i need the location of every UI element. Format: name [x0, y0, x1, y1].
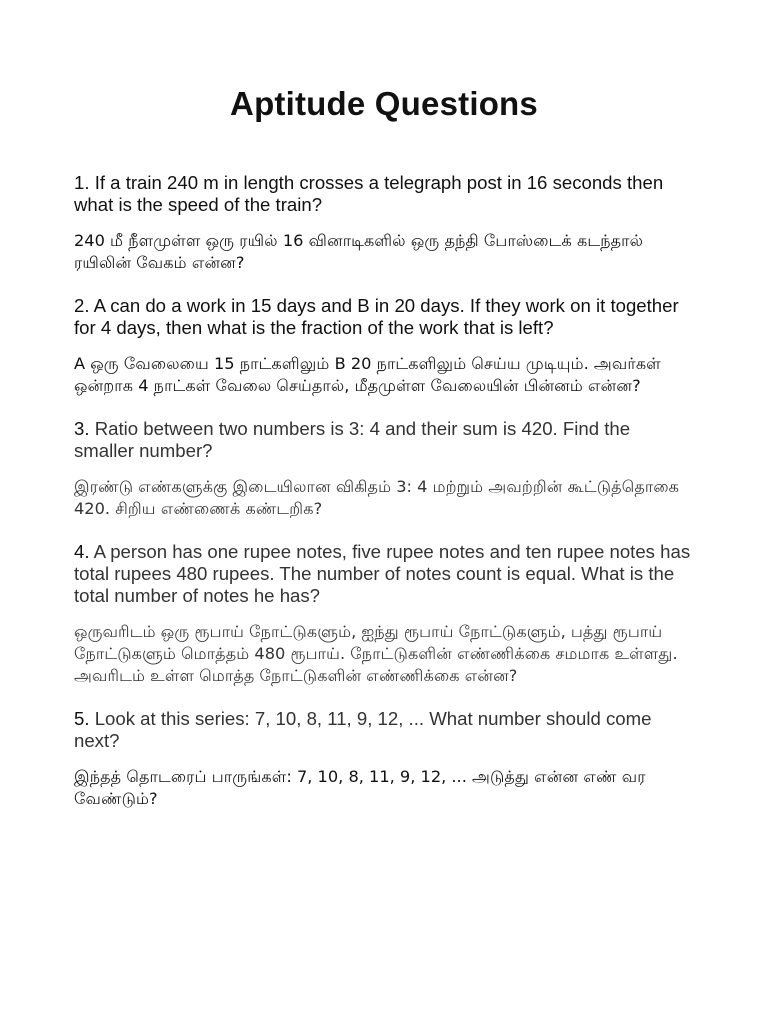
question-number: 5. — [74, 708, 90, 729]
page-title: Aptitude Questions — [230, 85, 538, 122]
question-tamil: இரண்டு எண்களுக்கு இடையிலான விகிதம் 3: 4 மற்றும் அவற்றின் கூட்டுத்தொகை 420. சிறிய எண்ணைக் கண்டறிக? — [74, 477, 679, 518]
question-english — [74, 295, 694, 339]
question-english-text: Ratio between two numbers is 3: 4 and their sum is 420. Find the smaller number? — [74, 418, 631, 461]
question-4 — [74, 541, 694, 687]
question-english-text: A person has one rupee notes, five rupee notes and ten rupee notes has total rupees 480 rupees. The number of notes count is equal. What is the total number of notes he has? — [74, 541, 691, 606]
question-tamil: இந்தத் தொடரைப் பாருங்கள்: 7, 10, 8, 11, 9, 12, ... அடுத்து என்ன எண் வர வேண்டும்? — [74, 767, 646, 808]
question-3 — [74, 418, 694, 520]
question-english-text: A can do a work in 15 days and B in 20 days. If they work on it together for 4 days, then what is the fraction of the work that is left? — [74, 295, 679, 338]
question-tamil: ஒருவரிடம் ஒரு ரூபாய் நோட்டுகளும், ஐந்து ரூபாய் நோட்டுகளும், பத்து ரூபாய் நோட்டுகளும் மொத்தம் 480 ரூபாய். நோட்டுகளின் எண்ணிக்கை சமமாக உள்ளது. அவரிடம் உள்ள மொத்த நோட்டுகளின் எண்ணிக்கை என்ன? — [74, 622, 678, 685]
question-english-text: Look at this series: 7, 10, 8, 11, 9, 12, ... What number should come next? — [74, 708, 652, 751]
question-english — [74, 541, 694, 607]
question-number: 2. — [74, 295, 90, 316]
question-english-text: If a train 240 m in length crosses a telegraph post in 16 seconds then what is the speed of the train? — [74, 172, 664, 215]
question-5 — [74, 708, 694, 810]
question-tamil: A ஒரு வேலையை 15 நாட்களிலும் B 20 நாட்களிலும் செய்ய முடியும். அவர்கள் ஒன்றாக 4 நாட்கள் வேலை செய்தால், மீதமுள்ள வேலையின் பின்னம் என்ன? — [74, 354, 661, 395]
question-list — [74, 172, 694, 831]
question-number: 4. — [74, 541, 90, 562]
question-tamil: 240 மீ நீளமுள்ள ஒரு ரயில் 16 வினாடிகளில் ஒரு தந்தி போஸ்டைக் கடந்தால் ரயிலின் வேகம் என்ன? — [74, 231, 644, 272]
question-english — [74, 708, 694, 752]
question-english — [74, 418, 694, 462]
question-english — [74, 172, 694, 216]
question-1 — [74, 172, 694, 274]
question-2 — [74, 295, 694, 397]
question-number: 1. — [74, 172, 90, 193]
question-number: 3. — [74, 418, 90, 439]
